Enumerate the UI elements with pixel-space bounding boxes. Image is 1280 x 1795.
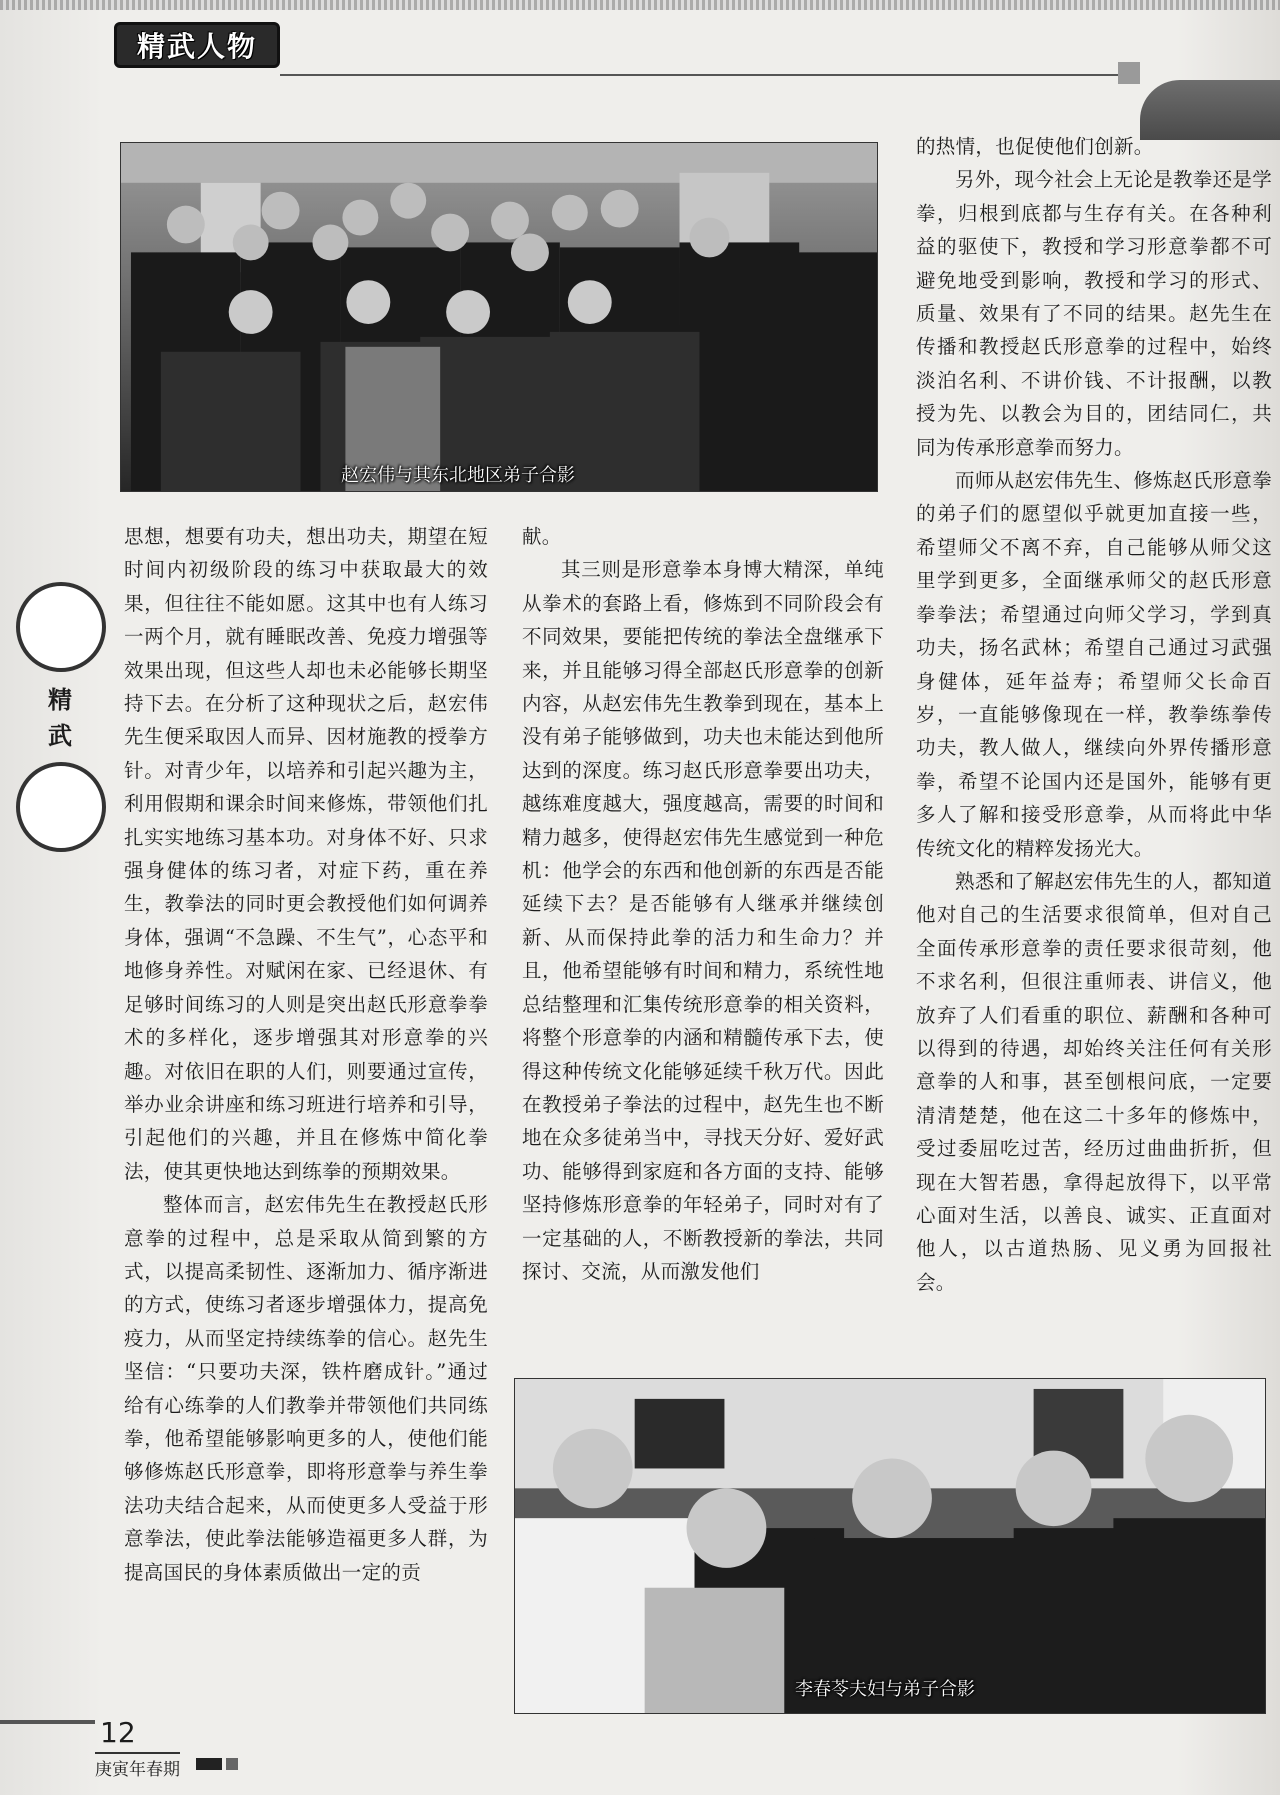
paragraph: 思想，想要有功夫，想出功夫，期望在短时间内初级阶段的练习中获取最大的效果，但往往不能如愿。这其中也有人练习一两个月，就有睡眠改善、免疫力增强等效果出现，但这些人却也未必能够长期坚持下去。在分析了这种现状之后，赵宏伟先生便采取因人而异、因材施教的授拳方针。对青少年，以培养和引起兴趣为主，利用假期和课余时间来修炼，带领他们扎扎实实地练习基本功。对身体不好、只求强身健体的练习者，对症下药，重在养生，教拳法的同时更会教授他们如何调养身体，强调“不急躁、不生气”，心态平和地修身养性。对赋闲在家、已经退休、有足够时间练习的人则是突出赵氏形意拳拳术的多样化，逐步增强其对形意拳的兴趣。对依旧在职的人们，则要通过宣传，举办业余讲座和练习班进行培养和引导，引起他们的兴趣，并且在修炼中简化拳法，使其更快地达到练拳的预期效果。 <box>124 525 488 1183</box>
top-stripe <box>0 0 1280 10</box>
page-number: 12 <box>100 1716 136 1749</box>
couple-with-disciples-photo <box>514 1378 1266 1714</box>
article-column-2 <box>522 520 884 1288</box>
article-column-3 <box>916 130 1272 1299</box>
sidebar-char-jing: 精 <box>48 686 72 714</box>
paragraph: 整体而言，赵宏伟先生在教授赵氏形意拳的过程中，总是采取从简到繁的方式，以提高柔韧性、逐渐加力、循序渐进的方式，使练习者逐步增强体力，提高免疫力，从而坚定持续练拳的信心。赵先生坚信：“只要功夫深，铁杵磨成针。”通过给有心练拳的人们教拳并带领他们共同练拳，他希望能够影响更多的人，使他们能够修炼赵氏形意拳，即将形意拳与养生拳法功夫结合起来，从而使更多人受益于形意拳法，使此拳法能够造福更多人群，为提高国民的身体素质做出一定的贡 <box>124 1193 488 1584</box>
section-badge <box>114 22 280 68</box>
group-photo-northeast <box>120 142 878 492</box>
footer-bar <box>226 1758 238 1770</box>
footer-bar <box>196 1758 222 1770</box>
lion-mask-icon <box>16 762 106 852</box>
bottom-photo-caption: 李春苓夫妇与弟子合影 <box>795 1679 975 1700</box>
lion-mask-icon <box>16 582 106 672</box>
paragraph: 熟悉和了解赵宏伟先生的人，都知道他对自己的生活要求很简单，但对自己全面传承形意拳的责任要求很苛刻，他不求名利，但很注重师表、讲信义，他放弃了人们看重的职位、薪酬和各种可以得到的待遇，却始终关注任何有关形意拳的人和事，甚至刨根问底，一定要清清楚楚，他在这二十多年的修炼中，受过委屈吃过苦，经历过曲曲折折，但现在大智若愚，拿得起放得下，以平常心面对生活，以善良、诚实、正直面对他人，以古道热肠、见义勇为回报社会。 <box>916 869 1272 1294</box>
header-rule <box>280 74 1120 76</box>
top-photo-caption: 赵宏伟与其东北地区弟子合影 <box>341 465 575 486</box>
corner-tab <box>1118 62 1140 84</box>
paragraph: 的热情，也促使他们创新。 <box>916 135 1154 158</box>
paragraph: 另外，现今社会上无论是教拳还是学拳，归根到底都与生存有关。在各种利益的驱使下，教授和学习形意拳都不可避免地受到影响，教授和学习的形式、质量、效果有了不同的结果。赵先生在传播和教授赵氏形意拳的过程中，始终淡泊名利、不讲价钱、不计报酬，以教授为先、以教会为目的，团结同仁，共同为传承形意拳而努力。 <box>916 168 1272 459</box>
paragraph: 其三则是形意拳本身博大精深，单纯从拳术的套路上看，修炼到不同阶段会有不同效果，要能把传统的拳法全盘继承下来，并且能够习得全部赵氏形意拳的创新内容，从赵宏伟先生教拳到现在，基本上没有弟子能够做到，功夫也未能达到他所达到的深度。练习赵氏形意拳要出功夫，越练难度越大，强度越高，需要的时间和精力越多，使得赵宏伟先生感觉到一种危机：他学会的东西和他创新的东西是否能延续下去？是否能够有人继承并继续创新、从而保持此拳的活力和生命力？并且，他希望能够有时间和精力，系统性地总结整理和汇集传统形意拳的相关资料，将整个形意拳的内涵和精髓传承下去，使得这种传统文化能够延续千秋万代。因此在教授弟子拳法的过程中，赵先生也不断地在众多徒弟当中，寻找天分好、爱好武功、能够得到家庭和各方面的支持、能够坚持修炼形意拳的年轻弟子，同时对有了一定基础的人，不断教授新的拳法，共同探讨、交流，从而激发他们 <box>522 558 884 1283</box>
paragraph: 献。 <box>522 525 562 548</box>
section-title: 精武人物 <box>136 30 257 63</box>
issue-label: 庚寅年春期 <box>95 1752 180 1780</box>
footer-rule <box>0 1720 95 1724</box>
article-column-1 <box>124 520 488 1589</box>
paragraph: 而师从赵宏伟先生、修炼赵氏形意拳的弟子们的愿望似乎就更加直接一些，希望师父不离不弃，自己能够从师父这里学到更多，全面继承师父的赵氏形意拳拳法；希望通过向师父学习，学到真功夫，扬名武林；希望自己通过习武强身健体，延年益寿；希望师父长命百岁，一直能够像现在一样，教拳练拳传功夫，教人做人，继续向外界传播形意拳，希望不论国内还是国外，能够有更多人了解和接受形意拳，从而将此中华传统文化的精粹发扬光大。 <box>916 469 1272 860</box>
sidebar-char-wu: 武 <box>48 722 72 750</box>
